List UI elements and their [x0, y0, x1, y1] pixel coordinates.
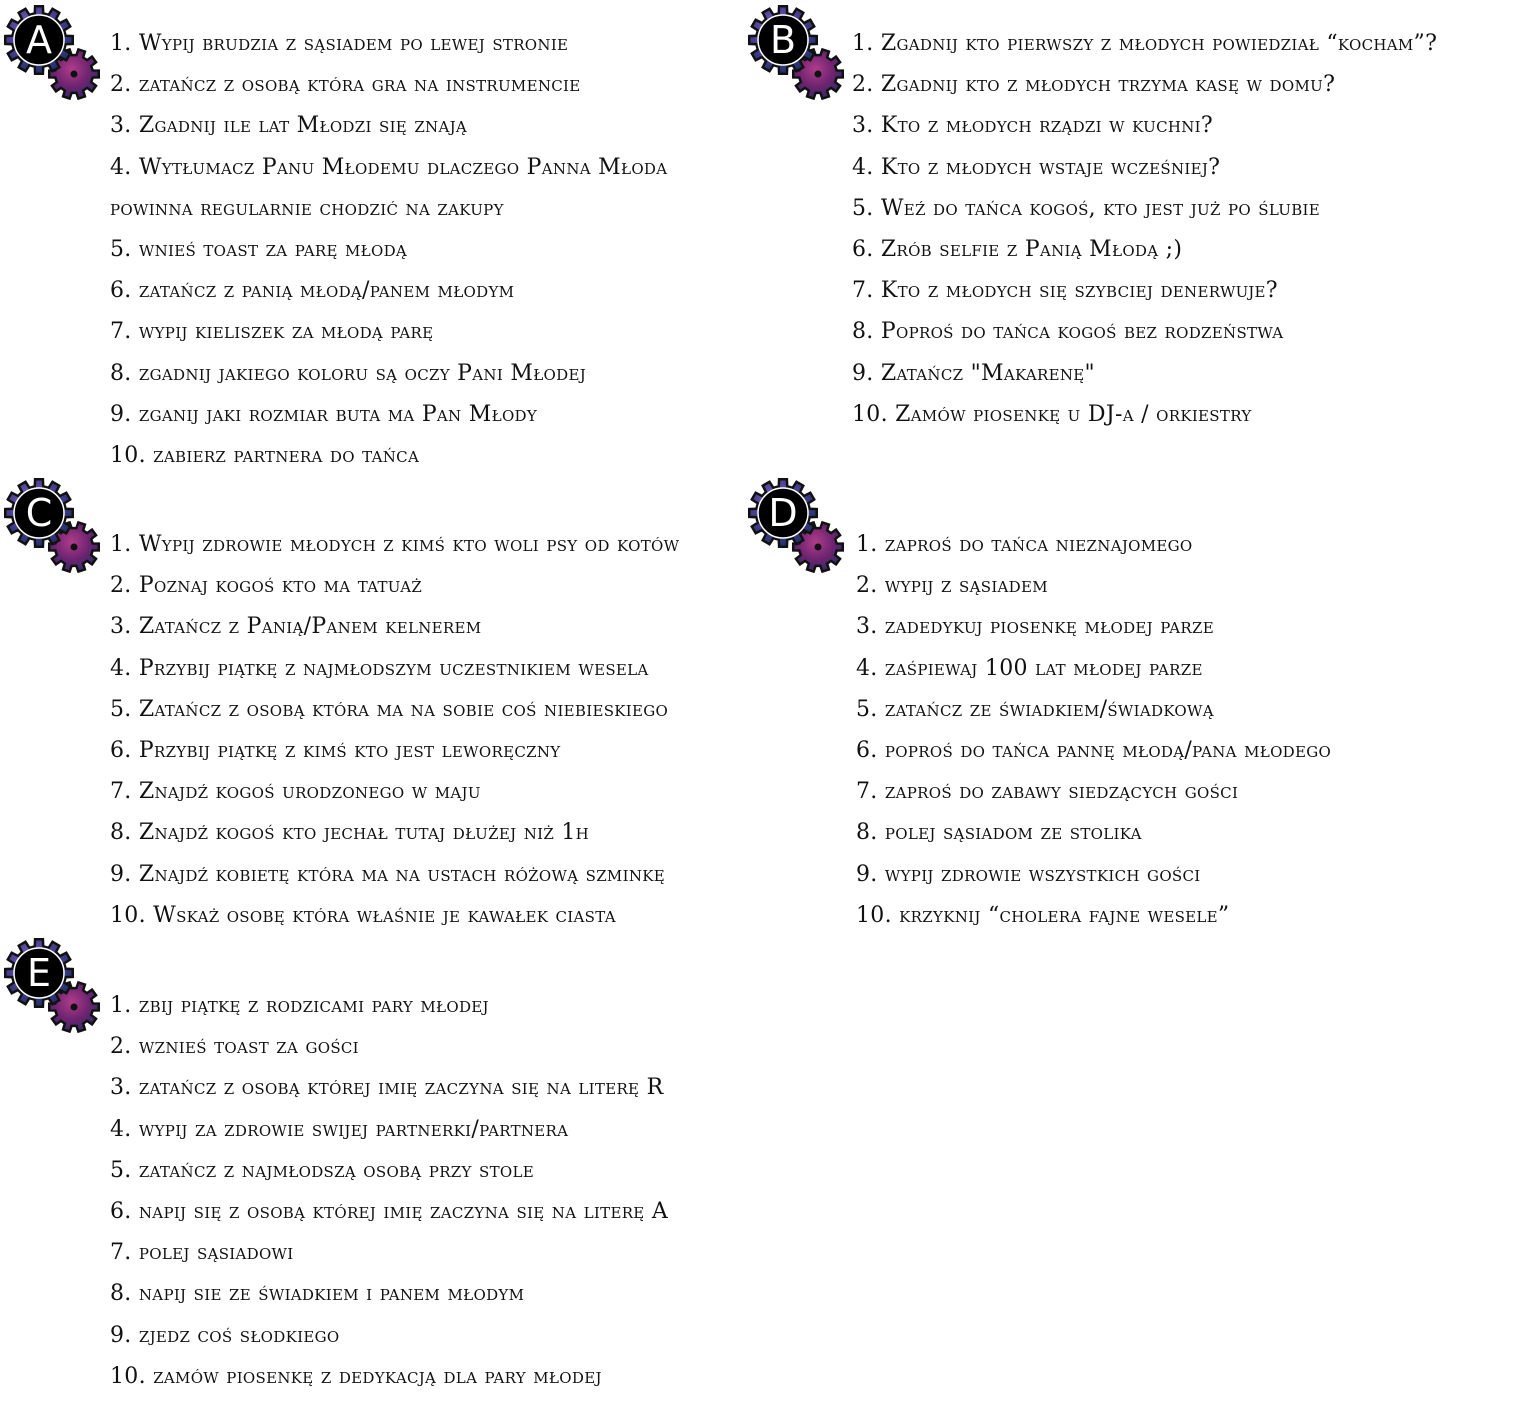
- section-letter: A: [26, 18, 52, 62]
- list-item: 10. krzyknij “cholera fajne wesele”: [856, 902, 1230, 928]
- list-item: 2. Zgadnij kto z młodych trzyma kasę w domu?: [852, 72, 1336, 98]
- list-item: 7. Kto z młodych się szybciej denerwuje?: [852, 278, 1278, 304]
- list-item: 4. Kto z młodych wstaje wcześniej?: [852, 154, 1221, 180]
- list-item: 1. Wypij zdrowie młodych z kimś kto woli psy od kotów: [110, 532, 680, 557]
- gear-badge-c: [2, 477, 102, 577]
- section-letter: B: [769, 18, 797, 62]
- list-item: 4. wypij za zdrowie swijej partnerki/partnera: [110, 1116, 569, 1142]
- list-item: 3. Kto z młodych rządzi w kuchni?: [852, 113, 1213, 139]
- list-item: 3. zatańcz z osobą której imię zaczyna się na literę R: [110, 1075, 664, 1101]
- list-item: 4. Wytłumacz Panu Młodemu dlaczego Panna Młoda: [110, 154, 668, 180]
- list-item: 5. zatańcz ze świadkiem/świadkową: [856, 696, 1214, 722]
- list-item: 3. Zgadnij ile lat Młodzi się znają: [110, 113, 468, 139]
- list-item: 9. wypij zdrowie wszystkich gości: [856, 861, 1201, 887]
- list-item: 8. polej sąsiadom ze stolika: [856, 820, 1142, 846]
- list-item: powinna regularnie chodzić na zakupy: [110, 195, 504, 221]
- section-letter: C: [25, 491, 53, 535]
- list-item: 4. zaśpiewaj 100 lat młodej parze: [856, 655, 1203, 681]
- gear-hub: [71, 1004, 78, 1011]
- list-item: 9. zganij jaki rozmiar buta ma Pan Młody: [110, 401, 538, 427]
- list-item: 10. zabierz partnera do tańca: [110, 442, 420, 468]
- list-item: 8. zgadnij jakiego koloru są oczy Pani Młodej: [110, 360, 587, 386]
- gear-badge-b: [746, 4, 846, 104]
- list-item: 5. Weź do tańca kogoś, kto jest już po ślubie: [852, 195, 1321, 221]
- list-item: 2. zatańcz z osobą która gra na instrumencie: [110, 72, 581, 98]
- section-letter: E: [26, 951, 51, 995]
- list-item: 10. Zamów piosenkę u DJ-a / orkiestry: [852, 401, 1252, 427]
- task-list-c: [110, 524, 679, 936]
- list-item: 2. Poznaj kogoś kto ma tatuaż: [110, 573, 423, 599]
- task-list-e: [110, 985, 668, 1397]
- list-item: 7. wypij kieliszek za młodą parę: [110, 319, 434, 345]
- list-item: 3. zadedykuj piosenkę młodej parze: [856, 614, 1214, 640]
- list-item: 1. Zgadnij kto pierwszy z młodych powiedział “kocham”?: [852, 31, 1438, 56]
- list-item: 6. poproś do tańca pannę młodą/pana młodego: [856, 737, 1332, 763]
- list-item: 10. zamów piosenkę z dedykacją dla pary młodej: [110, 1363, 602, 1389]
- gear-hub: [815, 71, 822, 78]
- section-letter: D: [768, 491, 798, 535]
- gear-hub: [71, 71, 78, 78]
- list-item: 5. wnieś toast za parę młodą: [110, 236, 408, 262]
- list-item: 6. Zrób selfie z Panią Młodą ;): [852, 236, 1183, 262]
- list-item: 4. Przybij piątkę z najmłodszym uczestnikiem wesela: [110, 655, 649, 681]
- list-item: 8. Poproś do tańca kogoś bez rodzeństwa: [852, 319, 1284, 345]
- list-item: 1. zbij piątkę z rodzicami pary młodej: [110, 993, 489, 1018]
- gear-badge-d: [746, 477, 846, 577]
- list-item: 7. zaproś do zabawy siedzących gości: [856, 779, 1239, 805]
- gear-badge-e: [2, 937, 102, 1037]
- list-item: 9. zjedz coś słodkiego: [110, 1322, 340, 1348]
- list-item: 7. Znajdź kogoś urodzonego w maju: [110, 779, 481, 805]
- list-item: 10. Wskaż osobę która właśnie je kawałek ciasta: [110, 902, 616, 928]
- list-item: 5. Zatańcz z osobą która ma na sobie coś niebieskiego: [110, 696, 669, 722]
- list-item: 1. Wypij brudzia z sąsiadem po lewej stronie: [110, 31, 569, 56]
- list-item: 2. wznieś toast za gości: [110, 1034, 359, 1060]
- list-item: 2. wypij z sąsiadem: [856, 573, 1048, 599]
- task-list-a: [110, 23, 667, 476]
- task-list-b: [852, 23, 1437, 435]
- task-list-d: [856, 524, 1331, 936]
- list-item: 5. zatańcz z najmłodszą osobą przy stole: [110, 1157, 534, 1183]
- gear-hub: [71, 544, 78, 551]
- gear-hub: [815, 544, 822, 551]
- list-item: 8. napij sie ze świadkiem i panem młodym: [110, 1281, 525, 1307]
- list-item: 6. napij się z osobą której imię zaczyna się na literę A: [110, 1198, 669, 1224]
- list-item: 9. Znajdź kobietę która ma na ustach różową szminkę: [110, 861, 665, 887]
- list-item: 7. polej sąsiadowi: [110, 1240, 294, 1266]
- list-item: 3. Zatańcz z Panią/Panem kelnerem: [110, 614, 482, 640]
- list-item: 1. zaproś do tańca nieznajomego: [856, 532, 1193, 557]
- list-item: 8. Znajdź kogoś kto jechał tutaj dłużej niż 1h: [110, 820, 590, 846]
- gear-badge-a: [2, 4, 102, 104]
- list-item: 6. Przybij piątkę z kimś kto jest leworęczny: [110, 737, 561, 763]
- list-item: 6. zatańcz z panią młodą/panem młodym: [110, 278, 515, 304]
- list-item: 9. Zatańcz "Makarenę": [852, 360, 1095, 386]
